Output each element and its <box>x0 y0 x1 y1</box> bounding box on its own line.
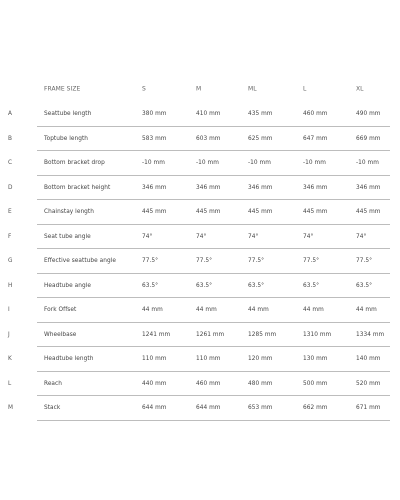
value-l: 460 mm <box>303 111 328 118</box>
size-header-xl: XL <box>356 85 364 93</box>
row-label: Chainstay length <box>44 209 94 216</box>
value-ml: 435 mm <box>248 111 273 118</box>
row-label: Headtube length <box>44 356 94 363</box>
value-ml: 74° <box>248 233 259 240</box>
value-xl: 520 mm <box>356 380 381 387</box>
value-m: 44 mm <box>196 307 217 314</box>
value-l: 74° <box>303 233 314 240</box>
value-ml: 44 mm <box>248 307 269 314</box>
row-label: Wheelbase <box>44 331 77 338</box>
row-letter: D <box>8 184 13 191</box>
value-l: -10 mm <box>303 160 326 167</box>
value-l: 77.5° <box>303 258 320 265</box>
row-letter: G <box>8 258 13 265</box>
value-s: 74° <box>142 233 153 240</box>
value-l: 44 mm <box>303 307 324 314</box>
value-ml: 480 mm <box>248 380 273 387</box>
value-s: 445 mm <box>142 209 167 216</box>
value-l: 130 mm <box>303 356 328 363</box>
table-row <box>0 176 400 201</box>
value-xl: 140 mm <box>356 356 381 363</box>
row-label: Seattube length <box>44 111 92 118</box>
row-label: Effective seattube angle <box>44 258 116 265</box>
value-xl: 671 mm <box>356 405 381 412</box>
table-row <box>0 225 400 250</box>
value-xl: 63.5° <box>356 282 373 289</box>
size-header-m: M <box>196 85 202 93</box>
row-letter: E <box>8 209 12 216</box>
value-s: 1241 mm <box>142 331 171 338</box>
table-row <box>0 102 400 127</box>
table-row <box>0 298 400 323</box>
size-header-l: L <box>303 85 307 93</box>
row-letter: I <box>8 307 10 314</box>
value-m: 110 mm <box>196 356 221 363</box>
row-letter: L <box>8 380 12 387</box>
value-s: 77.5° <box>142 258 159 265</box>
value-s: 63.5° <box>142 282 159 289</box>
value-ml: 77.5° <box>248 258 265 265</box>
table-row <box>0 323 400 348</box>
value-m: 74° <box>196 233 207 240</box>
row-letter: K <box>8 356 12 363</box>
value-l: 647 mm <box>303 135 328 142</box>
row-label: Bottom bracket height <box>44 184 111 191</box>
value-l: 445 mm <box>303 209 328 216</box>
size-header-s: S <box>142 85 146 93</box>
table-row <box>0 151 400 176</box>
value-xl: 1334 mm <box>356 331 385 338</box>
value-xl: 346 mm <box>356 184 381 191</box>
value-xl: 490 mm <box>356 111 381 118</box>
value-m: 603 mm <box>196 135 221 142</box>
value-xl: -10 mm <box>356 160 379 167</box>
row-label: Reach <box>44 380 62 387</box>
value-s: 346 mm <box>142 184 167 191</box>
value-l: 662 mm <box>303 405 328 412</box>
row-letter: J <box>8 331 10 338</box>
value-m: -10 mm <box>196 160 219 167</box>
value-ml: 63.5° <box>248 282 265 289</box>
value-xl: 77.5° <box>356 258 373 265</box>
value-s: 380 mm <box>142 111 167 118</box>
value-m: 346 mm <box>196 184 221 191</box>
table-row <box>0 372 400 397</box>
value-m: 1261 mm <box>196 331 225 338</box>
row-label: Fork Offset <box>44 307 77 314</box>
value-xl: 669 mm <box>356 135 381 142</box>
table-row <box>0 127 400 152</box>
value-ml: 653 mm <box>248 405 273 412</box>
row-letter: A <box>8 111 13 118</box>
value-ml: 625 mm <box>248 135 273 142</box>
value-ml: -10 mm <box>248 160 271 167</box>
value-ml: 346 mm <box>248 184 273 191</box>
row-label: Stack <box>44 405 61 412</box>
value-s: -10 mm <box>142 160 165 167</box>
value-s: 644 mm <box>142 405 167 412</box>
table-row <box>0 347 400 372</box>
frame-size-header: FRAME SIZE <box>44 85 81 93</box>
row-letter: H <box>8 282 13 289</box>
value-xl: 445 mm <box>356 209 381 216</box>
value-ml: 1285 mm <box>248 331 277 338</box>
table-row <box>0 274 400 299</box>
value-ml: 120 mm <box>248 356 273 363</box>
row-letter: C <box>8 160 13 167</box>
value-m: 460 mm <box>196 380 221 387</box>
row-label: Bottom bracket drop <box>44 160 105 167</box>
value-m: 644 mm <box>196 405 221 412</box>
value-l: 63.5° <box>303 282 320 289</box>
size-header-ml: ML <box>248 85 257 93</box>
row-label: Seat tube angle <box>44 233 91 240</box>
value-s: 583 mm <box>142 135 167 142</box>
row-letter: F <box>8 233 12 240</box>
row-label: Headtube angle <box>44 282 91 289</box>
value-m: 445 mm <box>196 209 221 216</box>
value-s: 44 mm <box>142 307 163 314</box>
row-divider <box>37 420 390 421</box>
value-xl: 74° <box>356 233 367 240</box>
value-m: 410 mm <box>196 111 221 118</box>
value-l: 500 mm <box>303 380 328 387</box>
row-label: Toptube length <box>44 135 88 142</box>
value-m: 77.5° <box>196 258 213 265</box>
table-header-row <box>0 77 400 102</box>
row-letter: M <box>8 405 14 412</box>
value-m: 63.5° <box>196 282 213 289</box>
value-xl: 44 mm <box>356 307 377 314</box>
value-s: 440 mm <box>142 380 167 387</box>
table-row <box>0 396 400 421</box>
value-s: 110 mm <box>142 356 167 363</box>
value-ml: 445 mm <box>248 209 273 216</box>
row-letter: B <box>8 135 13 142</box>
value-l: 1310 mm <box>303 331 332 338</box>
value-l: 346 mm <box>303 184 328 191</box>
table-row <box>0 249 400 274</box>
table-row <box>0 200 400 225</box>
